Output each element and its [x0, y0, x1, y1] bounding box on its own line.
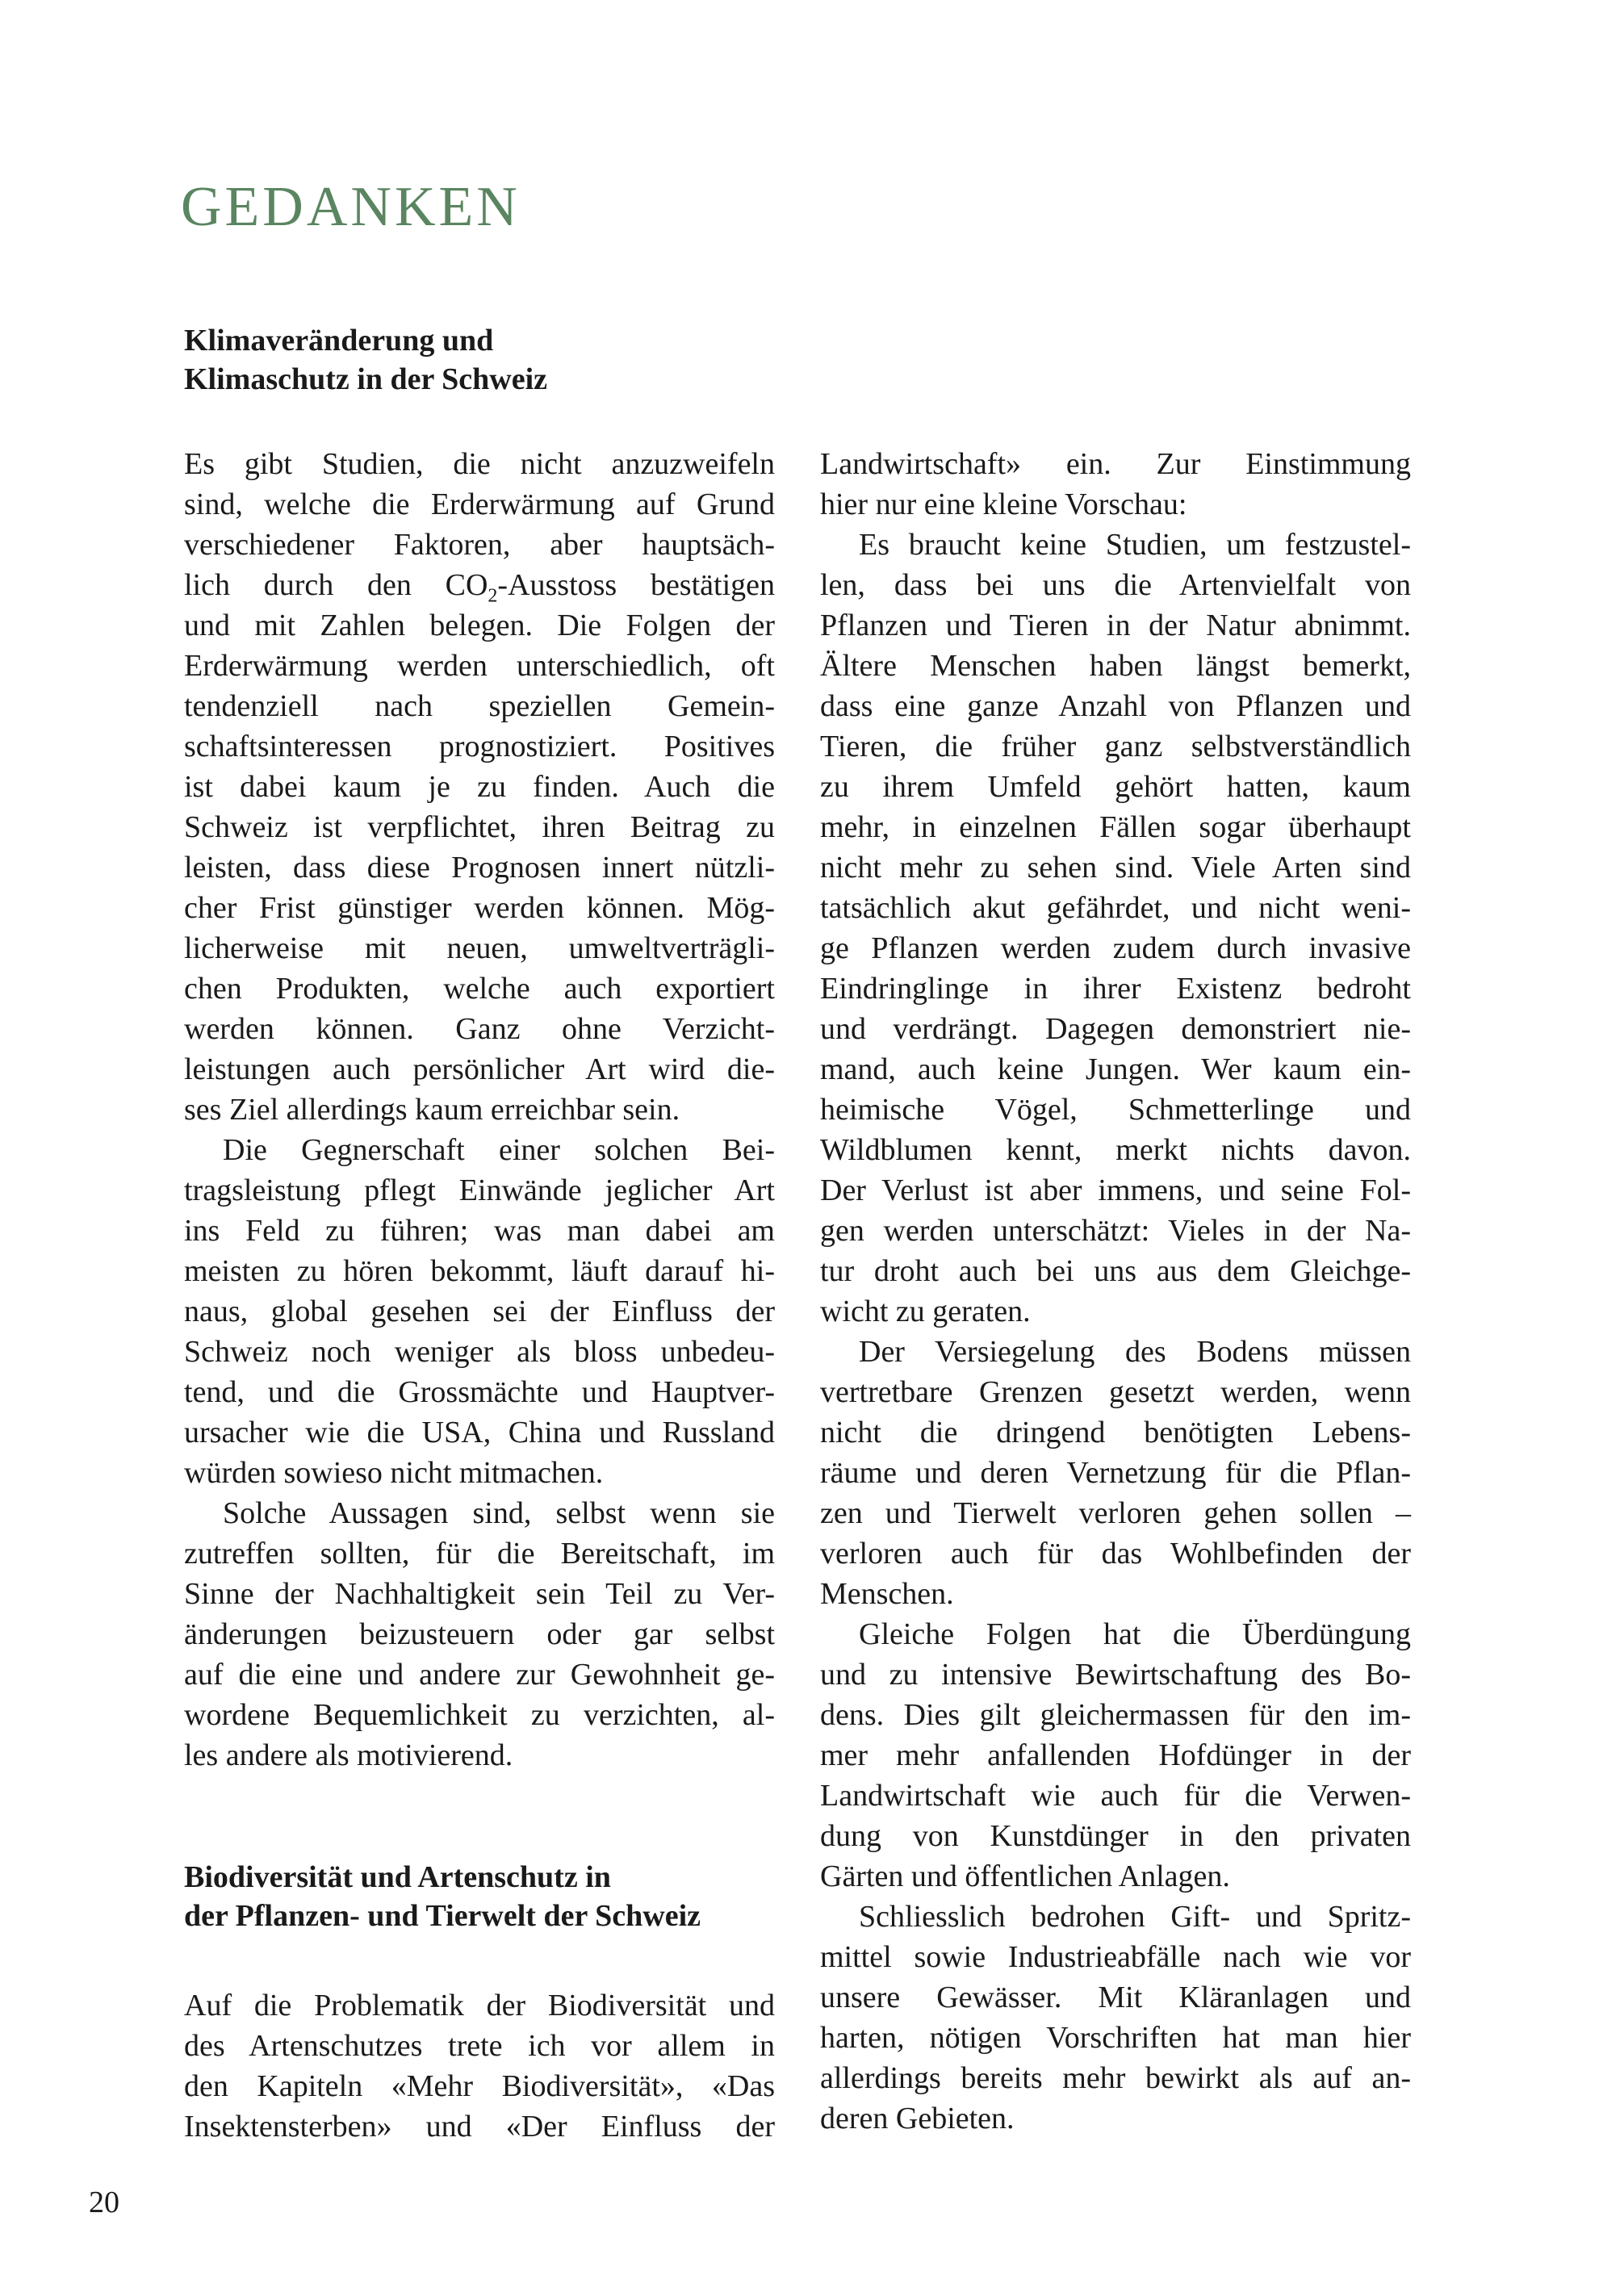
text-line: Pflanzen und Tieren in der Natur abnimmt. [820, 609, 1411, 642]
text-line: Schweiz ist verpflichtet, ihren Beitrag zu [184, 810, 775, 844]
text-line: schaftsinteressen prognostiziert. Positives [184, 730, 775, 763]
paragraph [820, 444, 1411, 525]
text-line: heimische Vögel, Schmetterlinge und [820, 1093, 1411, 1127]
text-line: würden sowieso nicht mitmachen. [184, 1456, 604, 1490]
text-line: Es gibt Studien, die nicht anzuzweifeln [184, 447, 775, 481]
text-line: des Artenschutzes trete ich vor allem in [184, 2029, 775, 2063]
text-line: zu ihrem Umfeld gehört hatten, kaum [820, 770, 1411, 804]
text-line: Solche Aussagen sind, selbst wenn sie [223, 1496, 775, 1530]
heading-line: der Pflanzen- und Tierwelt der Schweiz [184, 1899, 701, 1933]
paragraph [820, 1332, 1411, 1614]
text-line: Landwirtschaft» ein. Zur Einstimmung [820, 447, 1411, 481]
text-line: deren Gebieten. [820, 2102, 1015, 2135]
text-line: räume und deren Vernetzung für die Pflan- [820, 1456, 1411, 1490]
text-line: Auf die Problematik der Biodiversität und [184, 1989, 775, 2022]
text-line: und verdrängt. Dagegen demonstriert nie- [820, 1012, 1411, 1046]
text-line: unsere Gewässer. Mit Kläranlagen und [820, 1981, 1411, 2014]
text-line: sind, welche die Erderwärmung auf Grund [184, 487, 775, 521]
text-line: naus, global gesehen sei der Einfluss der [184, 1295, 775, 1328]
article-1-heading [184, 321, 775, 399]
heading-line: Klimaschutz in der Schweiz [184, 362, 548, 396]
text-line: und zu intensive Bewirtschaftung des Bo- [820, 1658, 1411, 1692]
text-line: dass eine ganze Anzahl von Pflanzen und [820, 689, 1411, 723]
paragraph [820, 525, 1411, 1332]
text-line: zutreffen sollten, für die Bereitschaft, im [184, 1537, 775, 1571]
text-line: verschiedener Faktoren, aber hauptsäch- [184, 528, 775, 562]
text-line: werden können. Ganz ohne Verzicht- [184, 1012, 775, 1046]
text-line: mand, auch keine Jungen. Wer kaum ein- [820, 1052, 1411, 1086]
paragraph [184, 1493, 775, 1776]
text-line: auf die eine und andere zur Gewohnheit ge- [184, 1658, 775, 1692]
text-line: Sinne der Nachhaltigkeit sein Teil zu Ver- [184, 1577, 775, 1611]
text-line: chen Produkten, welche auch exportiert [184, 972, 775, 1006]
text-line: Insektensterben» und «Der Einfluss der [184, 2110, 775, 2144]
text-line: hier nur eine kleine Vorschau: [820, 487, 1187, 521]
text-line: ist dabei kaum je zu finden. Auch die [184, 770, 775, 804]
text-line: tur droht auch bei uns aus dem Gleichge- [820, 1254, 1411, 1288]
page-number: 20 [89, 2186, 119, 2219]
paragraph [184, 444, 775, 1130]
text-line: Wildblumen kennt, merkt nichts davon. [820, 1133, 1411, 1167]
text-line: dens. Dies gilt gleichermassen für den im- [820, 1698, 1411, 1732]
text-line: tatsächlich akut gefährdet, und nicht weni- [820, 891, 1411, 925]
text-line: tendenziell nach speziellen Gemein- [184, 689, 775, 723]
text-line: vertretbare Grenzen gesetzt werden, wenn [820, 1375, 1411, 1409]
text-line: leisten, dass diese Prognosen innert nützli- [184, 851, 775, 885]
text-line: Es braucht keine Studien, um festzustel- [859, 528, 1411, 562]
text-line: cher Frist günstiger werden können. Mög- [184, 891, 775, 925]
text-line: gen werden unterschätzt: Vieles in der Na- [820, 1214, 1411, 1248]
text-line: Menschen. [820, 1577, 954, 1611]
text-line-co2 [184, 565, 775, 605]
text-line: Gleiche Folgen hat die Überdüngung [859, 1617, 1411, 1651]
text-line: dung von Kunstdünger in den privaten [820, 1819, 1411, 1853]
text-line: tragsleistung pflegt Einwände jeglicher Art [184, 1173, 775, 1207]
text-line: zen und Tierwelt verloren gehen sollen – [820, 1496, 1411, 1530]
paragraph [820, 1614, 1411, 1897]
text-line: Schliesslich bedrohen Gift- und Spritz- [859, 1900, 1411, 1934]
article-2-heading [184, 1858, 775, 1935]
paragraph [820, 1897, 1411, 2139]
co2-rest: -Ausstoss bestätigen [497, 568, 775, 602]
text-line: Ältere Menschen haben längst bemerkt, [820, 649, 1411, 683]
text-line: Die Gegnerschaft einer solchen Bei- [223, 1133, 775, 1167]
text-line: meisten zu hören bekommt, läuft darauf hi- [184, 1254, 775, 1288]
text-line: harten, nötigen Vorschriften hat man hier [820, 2021, 1411, 2055]
text-line: Tieren, die früher ganz selbstverständlich [820, 730, 1411, 763]
heading-line: Klimaveränderung und [184, 324, 494, 358]
paragraph [184, 1985, 775, 2147]
article-1-body [184, 444, 775, 1776]
text-line: und mit Zahlen belegen. Die Folgen der [184, 609, 775, 642]
text-line: ge Pflanzen werden zudem durch invasive [820, 931, 1411, 965]
text-line: ins Feld zu führen; was man dabei am [184, 1214, 775, 1248]
text-line: Gärten und öffentlichen Anlagen. [820, 1859, 1230, 1893]
section-title: GEDANKEN [181, 176, 521, 238]
text-line: nicht die dringend benötigten Lebens- [820, 1416, 1411, 1449]
text-line: den Kapiteln «Mehr Biodiversität», «Das [184, 2069, 775, 2103]
text-line: nicht mehr zu sehen sind. Viele Arten sind [820, 851, 1411, 885]
text-line: allerdings bereits mehr bewirkt als auf an- [820, 2061, 1411, 2095]
co2-text: lich durch den CO [184, 568, 488, 602]
text-line: Eindringlinge in ihrer Existenz bedroht [820, 972, 1411, 1006]
text-line: mehr, in einzelnen Fällen sogar überhaupt [820, 810, 1411, 844]
text-line: Der Verlust ist aber immens, und seine Fol- [820, 1173, 1411, 1207]
text-line: änderungen beizusteuern oder gar selbst [184, 1617, 775, 1651]
text-line: licherweise mit neuen, umweltverträgli- [184, 931, 775, 965]
text-line: tend, und die Grossmächte und Hauptver- [184, 1375, 775, 1409]
right-column [820, 444, 1411, 2139]
co2-subscript: 2 [488, 585, 498, 607]
text-line: Landwirtschaft wie auch für die Verwen- [820, 1779, 1411, 1813]
text-line: mittel sowie Industrieabfälle nach wie vor [820, 1940, 1411, 1974]
text-line: ses Ziel allerdings kaum erreichbar sein. [184, 1093, 680, 1127]
text-line: mer mehr anfallenden Hofdünger in der [820, 1738, 1411, 1772]
text-line: wordene Bequemlichkeit zu verzichten, al- [184, 1698, 775, 1732]
text-line: Schweiz noch weniger als bloss unbedeu- [184, 1335, 775, 1369]
text-line: wicht zu geraten. [820, 1295, 1031, 1328]
text-line: Der Versiegelung des Bodens müssen [859, 1335, 1411, 1369]
text-line: les andere als motivierend. [184, 1738, 513, 1772]
text-line: len, dass bei uns die Artenvielfalt von [820, 568, 1411, 602]
paragraph [184, 1130, 775, 1493]
text-line: Erderwärmung werden unterschiedlich, oft [184, 649, 775, 683]
article-2-intro [184, 1985, 775, 2147]
heading-line: Biodiversität und Artenschutz in [184, 1860, 611, 1894]
text-line: ursacher wie die USA, China und Russland [184, 1416, 775, 1449]
text-line: leistungen auch persönlicher Art wird die- [184, 1052, 775, 1086]
text-line: verloren auch für das Wohlbefinden der [820, 1537, 1411, 1571]
